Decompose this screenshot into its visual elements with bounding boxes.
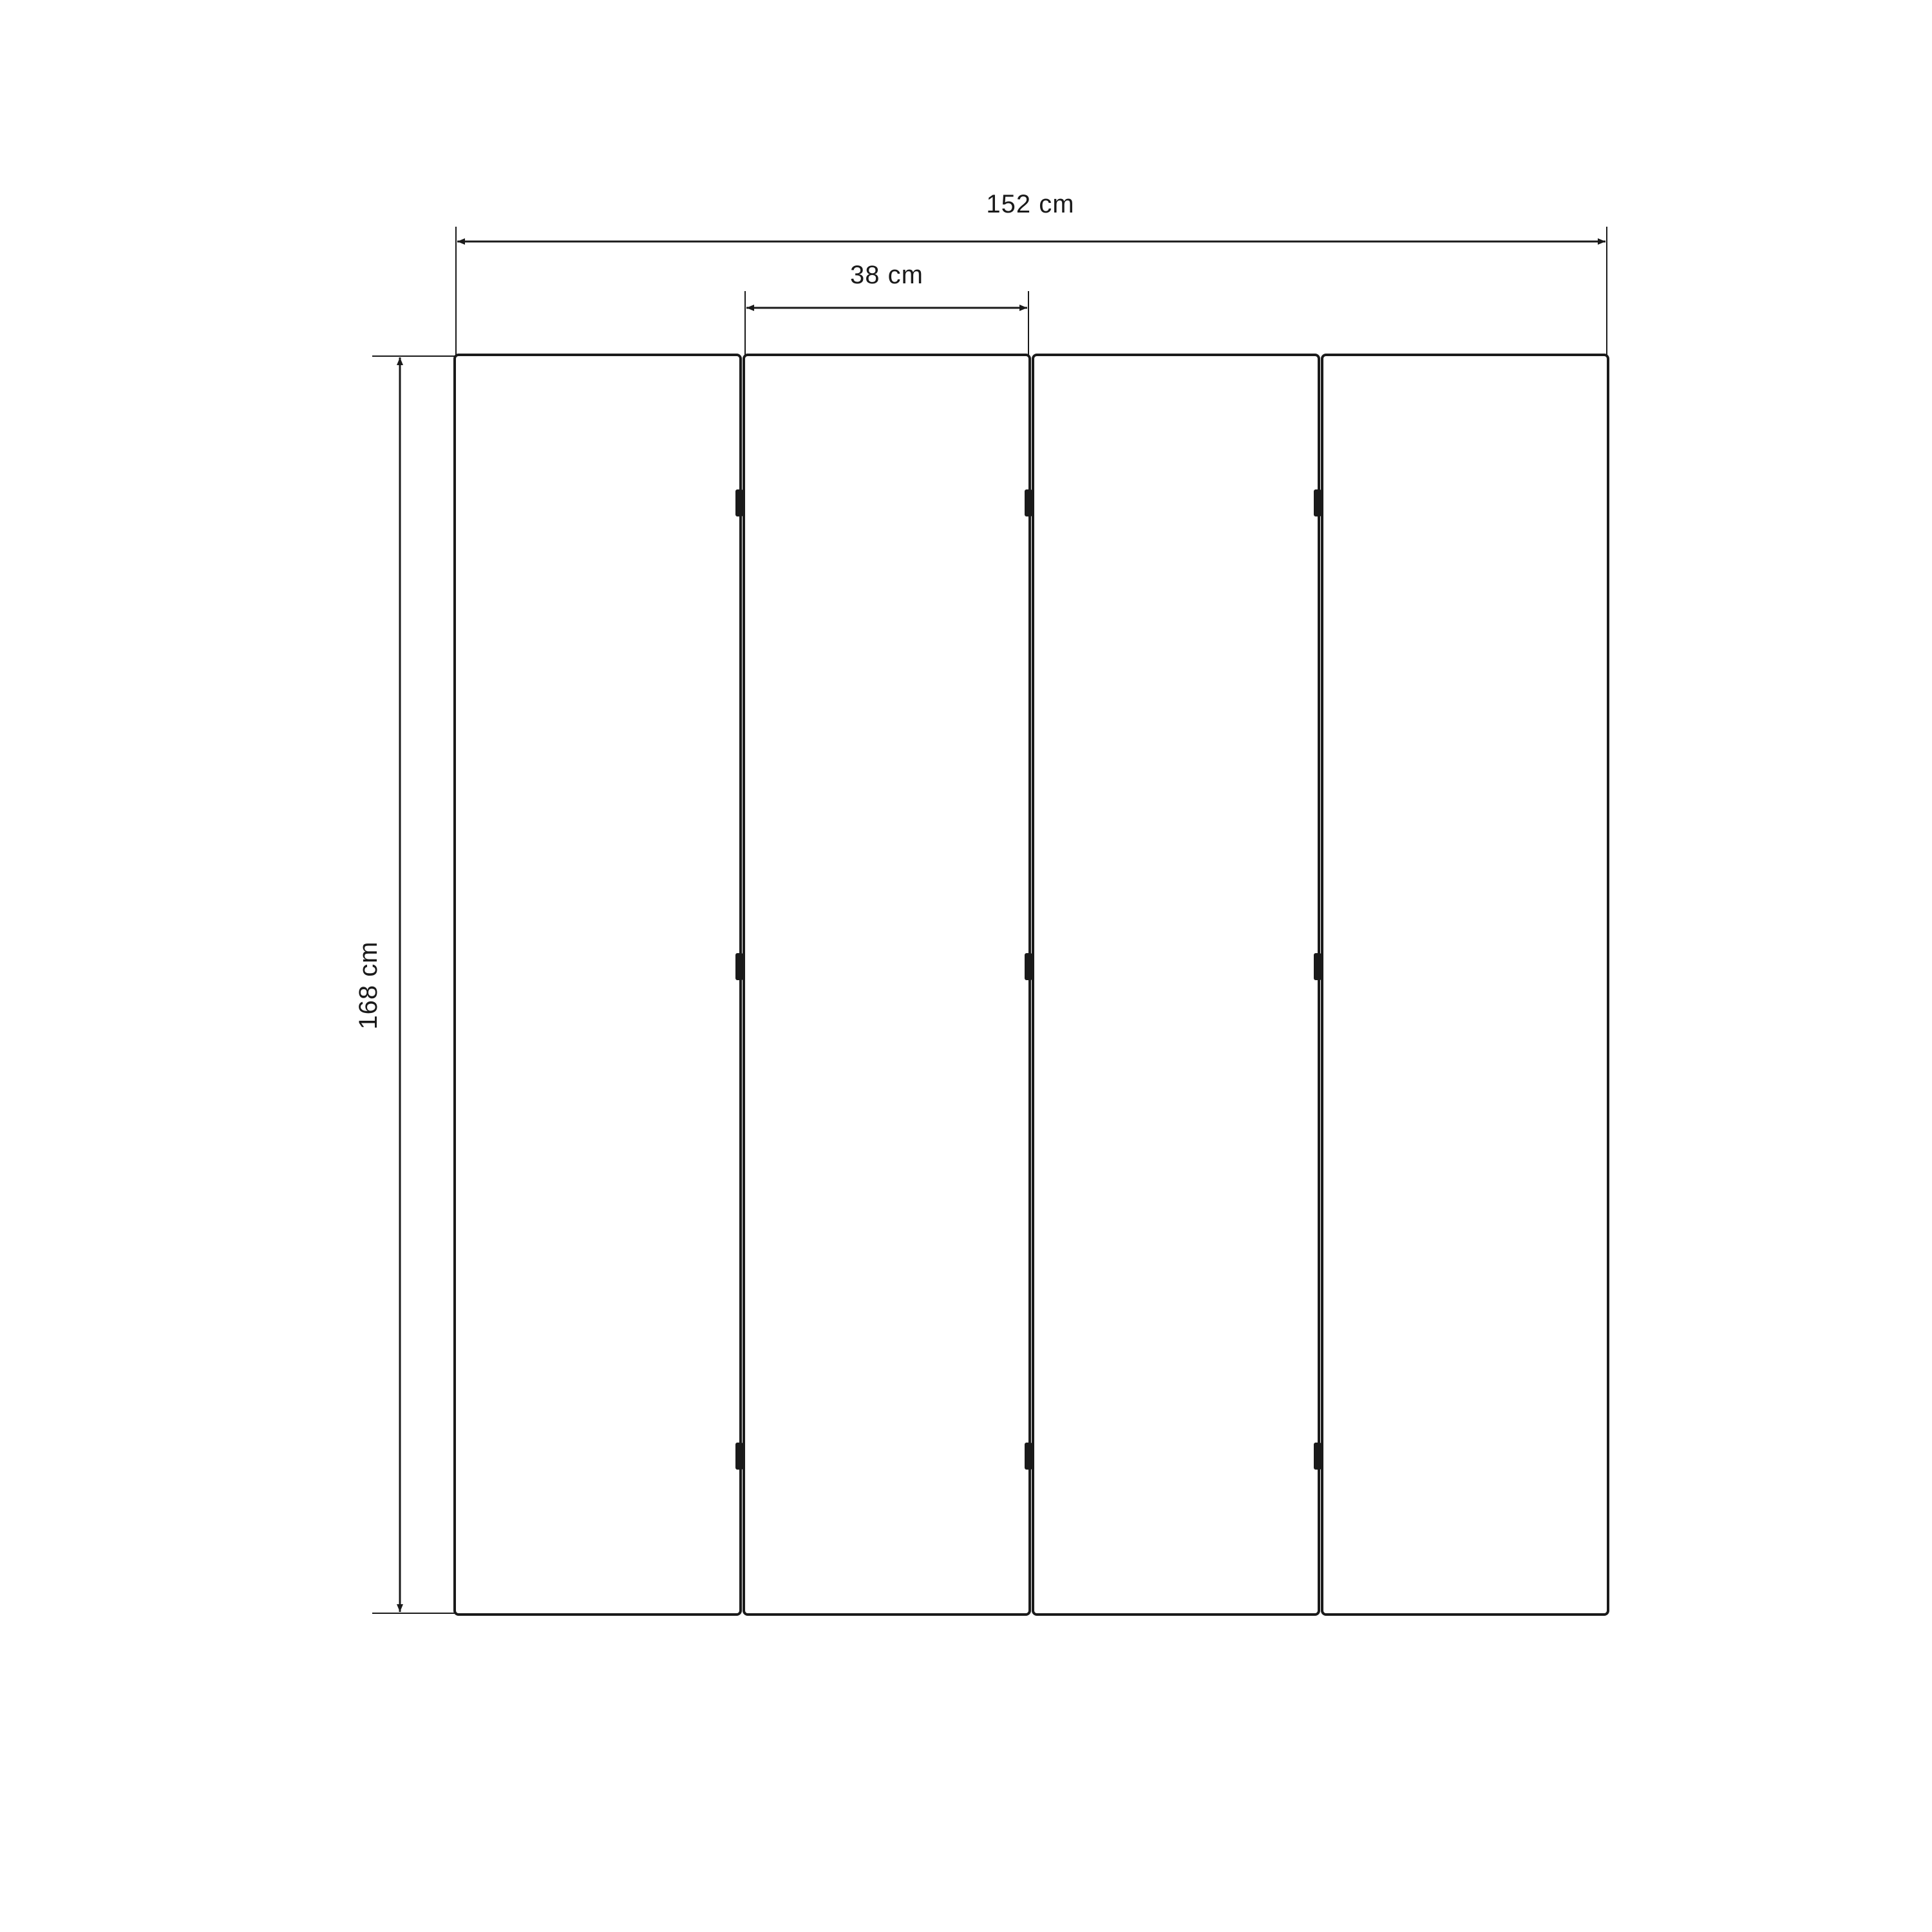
panel-3 — [1033, 355, 1319, 1615]
overall-width-label: 152 cm — [986, 190, 1075, 218]
hinge-icon — [735, 489, 743, 516]
hinge-icon — [1314, 489, 1321, 516]
hinge-icon — [1025, 953, 1032, 980]
hinge-icon — [1025, 1443, 1032, 1470]
height-label: 168 cm — [354, 941, 383, 1030]
panel-4 — [1322, 355, 1608, 1615]
hinge-icon — [735, 1443, 743, 1470]
hinge-icon — [1314, 1443, 1321, 1470]
panel-2 — [744, 355, 1030, 1615]
panel-1 — [455, 355, 741, 1615]
hinge-icon — [1025, 489, 1032, 516]
panel-group — [455, 355, 1608, 1615]
hinge-icon — [735, 953, 743, 980]
panel-width-label: 38 cm — [850, 261, 923, 289]
hinge-icon — [1314, 953, 1321, 980]
